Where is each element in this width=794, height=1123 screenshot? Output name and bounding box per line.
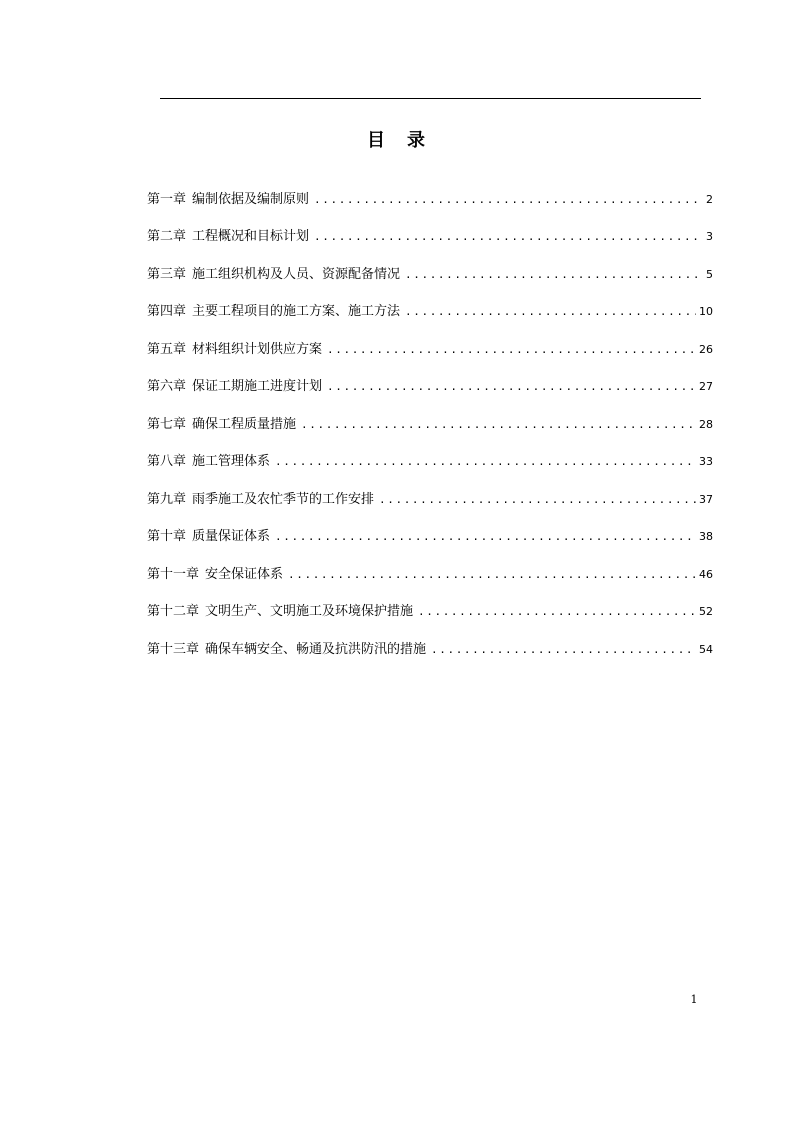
toc-entry-11[interactable] [147, 546, 713, 584]
toc-entry-title: 安全保证体系 [205, 566, 284, 582]
toc-entry-title: 质量保证体系 [192, 529, 271, 544]
toc-entry-title: 工程概况和目标计划 [192, 229, 310, 244]
dot-leader [275, 453, 696, 471]
dot-leader [327, 378, 696, 396]
toc-entry-title: 雨季施工及农忙季节的工作安排 [192, 491, 375, 507]
toc-entry-title: 材料组织计划供应方案 [192, 341, 323, 357]
dot-leader [301, 416, 696, 434]
toc-entry-8[interactable] [147, 434, 713, 472]
toc-entry-12[interactable] [147, 584, 713, 622]
toc-chapter-label: 第二章 [147, 229, 187, 244]
toc-title: 目 录 [367, 130, 427, 151]
dot-leader [431, 641, 696, 659]
dot-leader [327, 341, 696, 359]
toc-entry-title: 保证工期施工进度计划 [192, 379, 323, 394]
toc-entry-2[interactable] [147, 209, 713, 247]
toc-chapter-label: 第九章 [147, 491, 187, 507]
toc-page-number: 46 [699, 567, 713, 581]
toc-page-number: 54 [699, 642, 713, 656]
toc-entry-title: 文明生产、文明施工及环境保护措施 [205, 604, 414, 619]
toc-entry-13[interactable] [147, 621, 713, 659]
toc-entry-title: 施工组织机构及人员、资源配备情况 [192, 266, 401, 282]
toc-entry-3[interactable] [147, 246, 713, 284]
dot-leader [418, 603, 696, 621]
toc-entry-title: 主要工程项目的施工方案、施工方法 [192, 304, 401, 319]
toc-chapter-label: 第八章 [147, 454, 187, 469]
toc-entry-title: 确保工程质量措施 [192, 416, 297, 432]
toc-page-number: 38 [699, 530, 713, 543]
toc-page-number: 26 [699, 342, 713, 356]
toc-chapter-label: 第十二章 [147, 604, 200, 619]
toc-entry-1[interactable] [147, 171, 713, 209]
toc-page-number: 33 [699, 455, 713, 468]
dot-leader [379, 491, 696, 509]
dot-leader [288, 566, 696, 584]
toc-entry-4[interactable] [147, 284, 713, 322]
toc-page-number: 3 [706, 230, 713, 243]
toc-chapter-label: 第六章 [147, 379, 187, 394]
toc-entry-9[interactable] [147, 471, 713, 509]
dot-leader [275, 528, 696, 546]
dot-leader [405, 303, 696, 321]
toc-page-number: 5 [706, 267, 713, 281]
toc-entry-10[interactable] [147, 509, 713, 547]
toc-entry-title: 编制依据及编制原则 [192, 191, 310, 207]
toc-chapter-label: 第三章 [147, 266, 187, 282]
toc-page-number: 27 [699, 380, 713, 393]
toc-page-number: 37 [699, 492, 713, 506]
toc-chapter-label: 第一章 [147, 191, 187, 207]
toc-entry-6[interactable] [147, 359, 713, 397]
dot-leader [405, 266, 703, 284]
toc-entry-title: 施工管理体系 [192, 454, 271, 469]
page-number: 1 [690, 993, 698, 1006]
toc-chapter-label: 第十章 [147, 529, 187, 544]
toc-entry-title: 确保车辆安全、畅通及抗洪防汛的措施 [205, 641, 427, 657]
toc-entry-7[interactable] [147, 396, 713, 434]
toc-chapter-label: 第七章 [147, 416, 187, 432]
dot-leader [314, 228, 703, 246]
table-of-contents [147, 171, 713, 659]
toc-page-number: 52 [699, 605, 713, 618]
header-rule [160, 98, 701, 99]
toc-chapter-label: 第五章 [147, 341, 187, 357]
dot-leader [314, 191, 703, 209]
toc-entry-5[interactable] [147, 321, 713, 359]
toc-chapter-label: 第四章 [147, 304, 187, 319]
toc-page-number: 2 [706, 192, 713, 206]
toc-page-number: 28 [699, 417, 713, 431]
toc-chapter-label: 第十一章 [147, 566, 200, 582]
toc-chapter-label: 第十三章 [147, 641, 200, 657]
toc-page-number: 10 [699, 305, 713, 318]
